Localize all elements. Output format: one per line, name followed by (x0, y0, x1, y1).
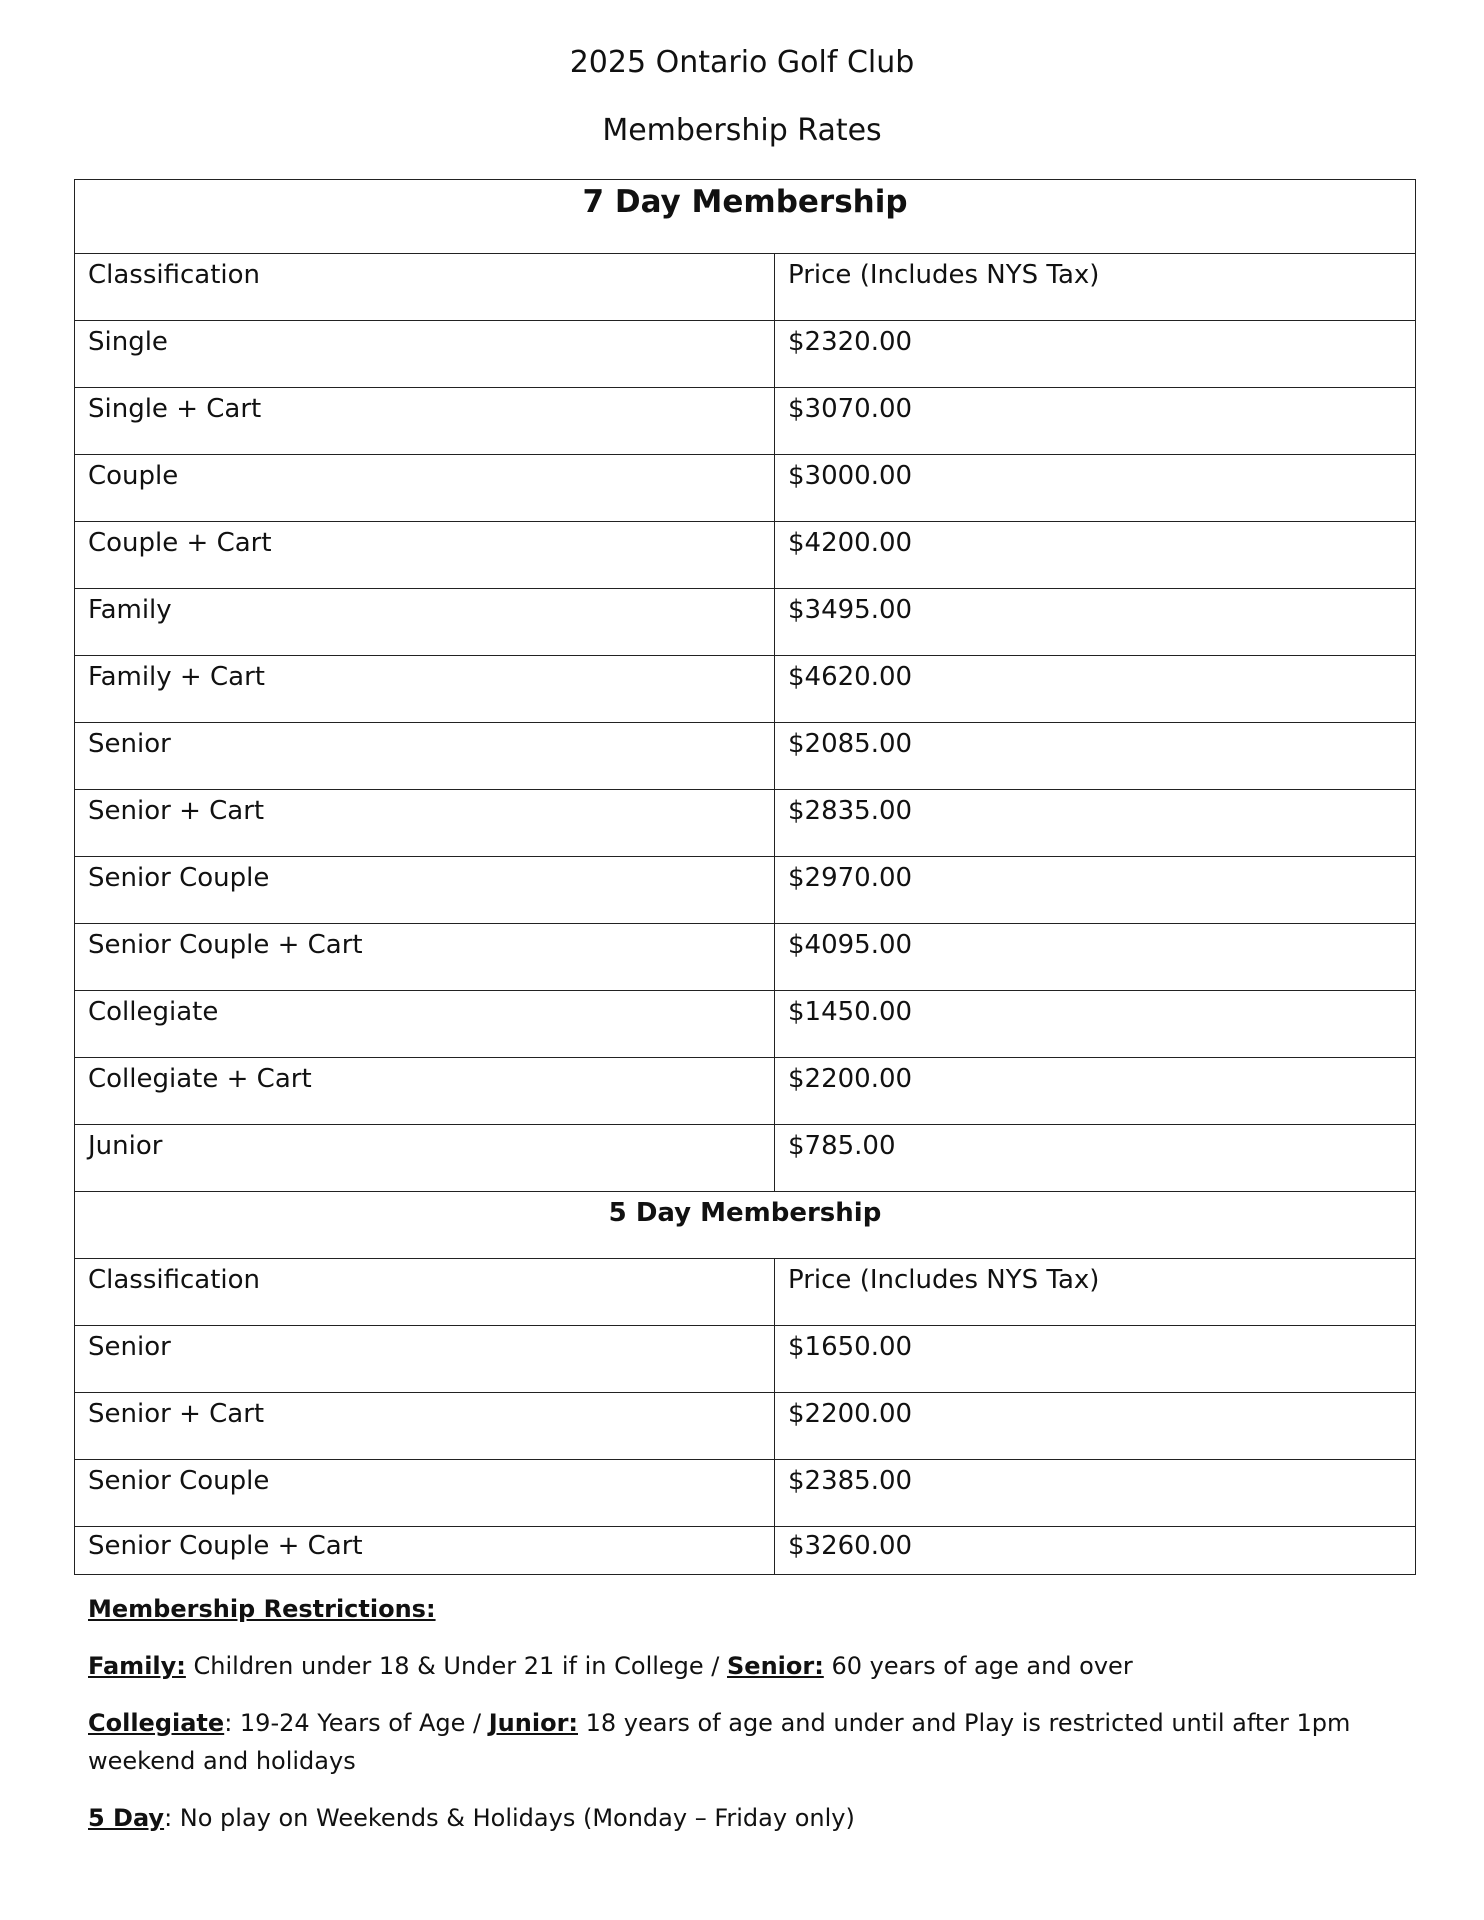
table-row (75, 321, 1416, 388)
classification-cell: Couple + Cart (75, 522, 775, 589)
table-row (75, 388, 1416, 455)
column-header-classification: Classification (75, 254, 775, 321)
membership-rates-table (74, 179, 1416, 1575)
table-row (75, 924, 1416, 991)
classification-cell: Collegiate (75, 991, 775, 1058)
five-day-label: 5 Day (88, 1804, 165, 1832)
price-cell: $2385.00 (775, 1460, 1416, 1527)
column-header-row (75, 1259, 1416, 1326)
price-cell: $4095.00 (775, 924, 1416, 991)
restriction-collegiate-junior (88, 1704, 1418, 1780)
price-cell: $2835.00 (775, 790, 1416, 857)
table-row (75, 991, 1416, 1058)
classification-cell: Single (75, 321, 775, 388)
table-row (75, 1460, 1416, 1527)
price-cell: $2085.00 (775, 723, 1416, 790)
table-row (75, 790, 1416, 857)
price-cell: $2200.00 (775, 1058, 1416, 1125)
table-row (75, 1058, 1416, 1125)
classification-cell: Senior Couple + Cart (75, 1527, 775, 1575)
five-day-heading: 5 Day Membership (75, 1192, 1416, 1259)
classification-cell: Senior (75, 1326, 775, 1393)
classification-cell: Senior + Cart (75, 790, 775, 857)
table-row (75, 723, 1416, 790)
document-title: 2025 Ontario Golf Club (569, 45, 915, 80)
price-cell: $2970.00 (775, 857, 1416, 924)
classification-cell: Senior Couple (75, 1460, 775, 1527)
table-row (75, 589, 1416, 656)
price-cell: $785.00 (775, 1125, 1416, 1192)
column-header-row (75, 254, 1416, 321)
price-cell: $1650.00 (775, 1326, 1416, 1393)
classification-cell: Senior (75, 723, 775, 790)
junior-text: 18 years of age and under and Play is restricted until after 1pm weekend and holidays (88, 1709, 1351, 1775)
classification-cell: Collegiate + Cart (75, 1058, 775, 1125)
classification-cell: Family (75, 589, 775, 656)
price-cell: $2200.00 (775, 1393, 1416, 1460)
section-header-row (75, 180, 1416, 254)
section-header-row (75, 1192, 1416, 1259)
senior-label: Senior: (727, 1652, 824, 1680)
column-header-price: Price (Includes NYS Tax) (775, 1259, 1416, 1326)
table-row (75, 1527, 1416, 1575)
restrictions-heading-text: Membership Restrictions: (88, 1595, 436, 1623)
classification-cell: Senior Couple + Cart (75, 924, 775, 991)
column-header-price: Price (Includes NYS Tax) (775, 254, 1416, 321)
classification-cell: Senior + Cart (75, 1393, 775, 1460)
classification-cell: Family + Cart (75, 656, 775, 723)
restrictions-heading (88, 1590, 1418, 1628)
family-label: Family: (88, 1652, 186, 1680)
classification-cell: Senior Couple (75, 857, 775, 924)
restriction-five-day (88, 1799, 1418, 1837)
table-row (75, 522, 1416, 589)
table-row (75, 1326, 1416, 1393)
price-cell: $4620.00 (775, 656, 1416, 723)
price-cell: $3070.00 (775, 388, 1416, 455)
collegiate-label: Collegiate (88, 1709, 225, 1737)
price-cell: $3000.00 (775, 455, 1416, 522)
family-text: Children under 18 & Under 21 if in College / (185, 1652, 728, 1680)
table-row (75, 1125, 1416, 1192)
junior-label: Junior: (488, 1709, 578, 1737)
table-row (75, 857, 1416, 924)
table-row (75, 656, 1416, 723)
table-row (75, 455, 1416, 522)
price-cell: $4200.00 (775, 522, 1416, 589)
collegiate-text: : 19-24 Years of Age / (224, 1709, 489, 1737)
price-cell: $1450.00 (775, 991, 1416, 1058)
classification-cell: Couple (75, 455, 775, 522)
classification-cell: Junior (75, 1125, 775, 1192)
seven-day-heading: 7 Day Membership (75, 180, 1416, 254)
classification-cell: Single + Cart (75, 388, 775, 455)
price-cell: $2320.00 (775, 321, 1416, 388)
senior-text: 60 years of age and over (823, 1652, 1133, 1680)
table-row (75, 1393, 1416, 1460)
five-day-text: : No play on Weekends & Holidays (Monday – Friday only) (164, 1804, 855, 1832)
document-subtitle: Membership Rates (602, 113, 882, 148)
price-cell: $3260.00 (775, 1527, 1416, 1575)
price-cell: $3495.00 (775, 589, 1416, 656)
restriction-family-senior (88, 1647, 1418, 1685)
column-header-classification: Classification (75, 1259, 775, 1326)
